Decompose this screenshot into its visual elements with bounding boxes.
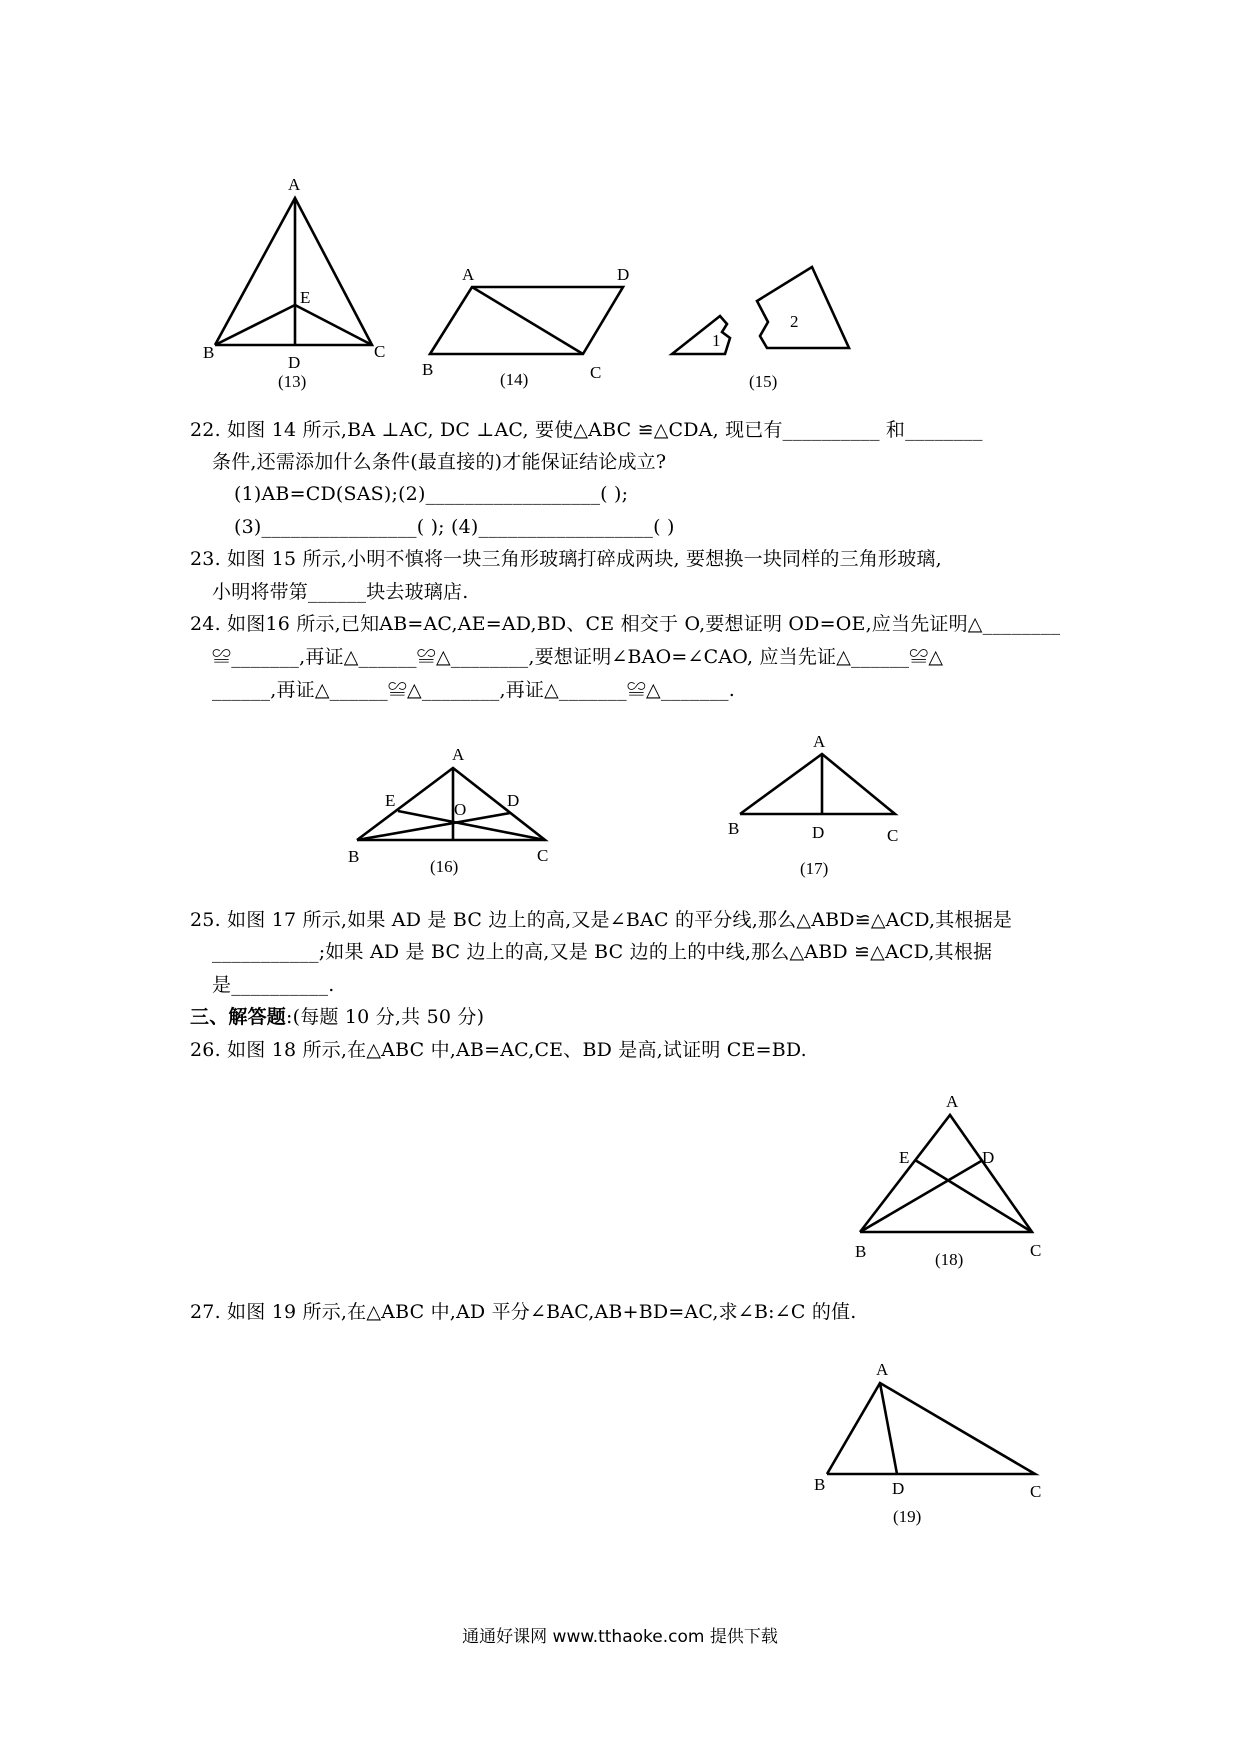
figure-15	[672, 267, 849, 391]
fig16-label-e: E	[385, 791, 396, 810]
q22-line-4: (3)________________( ); (4)__________________( )	[234, 516, 675, 538]
fig17-caption: (17)	[800, 859, 829, 878]
fig18-label-e: E	[899, 1148, 910, 1167]
q24-line-3: ______,再证△______≌△________,再证△_______≌△_______.	[212, 679, 735, 701]
section-3-title: 三、解答题	[190, 1006, 287, 1028]
figure-16	[348, 745, 548, 876]
q23-line-1: 23. 如图 15 所示,小明不慎将一块三角形玻璃打碎成两块, 要想换一块同样的三角形玻璃,	[190, 548, 942, 570]
fig16-caption: (16)	[430, 857, 459, 876]
fig17-label-d: D	[812, 823, 825, 842]
fig19-label-c: C	[1030, 1482, 1042, 1501]
fig19-segment-ad	[880, 1383, 897, 1474]
fig13-triangle	[215, 198, 372, 345]
figure-17	[728, 732, 898, 878]
figure-19	[814, 1360, 1041, 1526]
fig15-piece-2-label: 2	[790, 312, 799, 331]
fig18-label-a: A	[946, 1092, 959, 1111]
fig18-label-c: C	[1030, 1241, 1042, 1260]
q25-line-1: 25. 如图 17 所示,如果 AD 是 BC 边上的高,又是∠BAC 的平分线,那么△ABD≌△ACD,其根据是	[190, 909, 1013, 931]
q25-line-3: 是__________.	[212, 974, 335, 996]
fig16-label-d: D	[507, 791, 520, 810]
fig18-caption: (18)	[935, 1250, 964, 1269]
fig17-triangle	[740, 754, 895, 814]
q24-line-2: ≌_______,再证△______≌△________,要想证明∠BAO=∠CAO, 应当先证△______≌△	[212, 646, 944, 668]
fig13-label-e: E	[300, 288, 311, 307]
fig14-label-d: D	[617, 265, 630, 284]
fig18-label-b: B	[855, 1242, 867, 1261]
figure-13	[203, 175, 385, 391]
fig17-label-a: A	[813, 732, 826, 751]
fig13-label-a: A	[288, 175, 301, 194]
q23-line-2: 小明将带第______块去玻璃店.	[212, 581, 469, 603]
section-3-note: :(每题 10 分,共 50 分)	[286, 1006, 485, 1028]
fig15-piece-1-label: 1	[712, 331, 721, 350]
fig14-label-c: C	[590, 363, 602, 382]
fig13-label-d: D	[288, 353, 301, 372]
footer-credit: 通通好课网 www.tthaoke.com 提供下载	[462, 1627, 778, 1647]
fig14-diagonal-ac	[472, 287, 583, 354]
fig18-segment-bd	[860, 1160, 983, 1232]
fig18-triangle	[860, 1115, 1032, 1232]
q22-line-3: (1)AB=CD(SAS);(2)__________________( );	[234, 483, 629, 505]
fig16-segment-ce	[398, 811, 545, 840]
fig15-piece-2	[757, 267, 849, 348]
fig19-caption: (19)	[893, 1507, 922, 1526]
fig19-label-d: D	[892, 1479, 905, 1498]
fig19-triangle	[827, 1383, 1035, 1474]
fig19-label-b: B	[814, 1475, 826, 1494]
q25-line-2: ___________;如果 AD 是 BC 边上的高,又是 BC 边的上的中线,那么△ABD ≌△ACD,其根据	[212, 941, 993, 963]
fig14-caption: (14)	[500, 370, 529, 389]
fig16-label-o: O	[454, 800, 467, 819]
q27-line-1: 27. 如图 19 所示,在△ABC 中,AD 平分∠BAC,AB+BD=AC,求∠B:∠C 的值.	[190, 1301, 857, 1323]
fig14-label-b: B	[422, 360, 434, 379]
fig19-label-a: A	[876, 1360, 889, 1379]
fig18-label-d: D	[982, 1148, 995, 1167]
fig17-label-c: C	[887, 826, 899, 845]
fig18-segment-ce	[915, 1160, 1032, 1232]
q22-line-1: 22. 如图 14 所示,BA ⊥AC, DC ⊥AC, 要使△ABC ≌△CDA, 现已有__________ 和________	[190, 419, 983, 441]
fig15-piece-1	[672, 316, 730, 354]
fig16-label-b: B	[348, 847, 360, 866]
fig17-label-b: B	[728, 819, 740, 838]
q22-line-2: 条件,还需添加什么条件(最直接的)才能保证结论成立?	[212, 451, 667, 473]
fig13-caption: (13)	[278, 372, 307, 391]
fig15-caption: (15)	[749, 372, 778, 391]
fig16-label-c: C	[537, 846, 549, 865]
fig14-label-a: A	[462, 265, 475, 284]
figure-18	[855, 1092, 1041, 1269]
figure-14	[422, 265, 629, 389]
fig16-label-a: A	[452, 745, 465, 764]
fig13-label-c: C	[374, 342, 386, 361]
section-3-heading	[190, 1005, 484, 1029]
q24-line-1: 24. 如图16 所示,已知AB=AC,AE=AD,BD、CE 相交于 O,要想证明 OD=OE,应当先证明△________	[190, 613, 1061, 635]
fig13-label-b: B	[203, 343, 215, 362]
q26-line-1: 26. 如图 18 所示,在△ABC 中,AB=AC,CE、BD 是高,试证明 CE=BD.	[190, 1039, 807, 1061]
